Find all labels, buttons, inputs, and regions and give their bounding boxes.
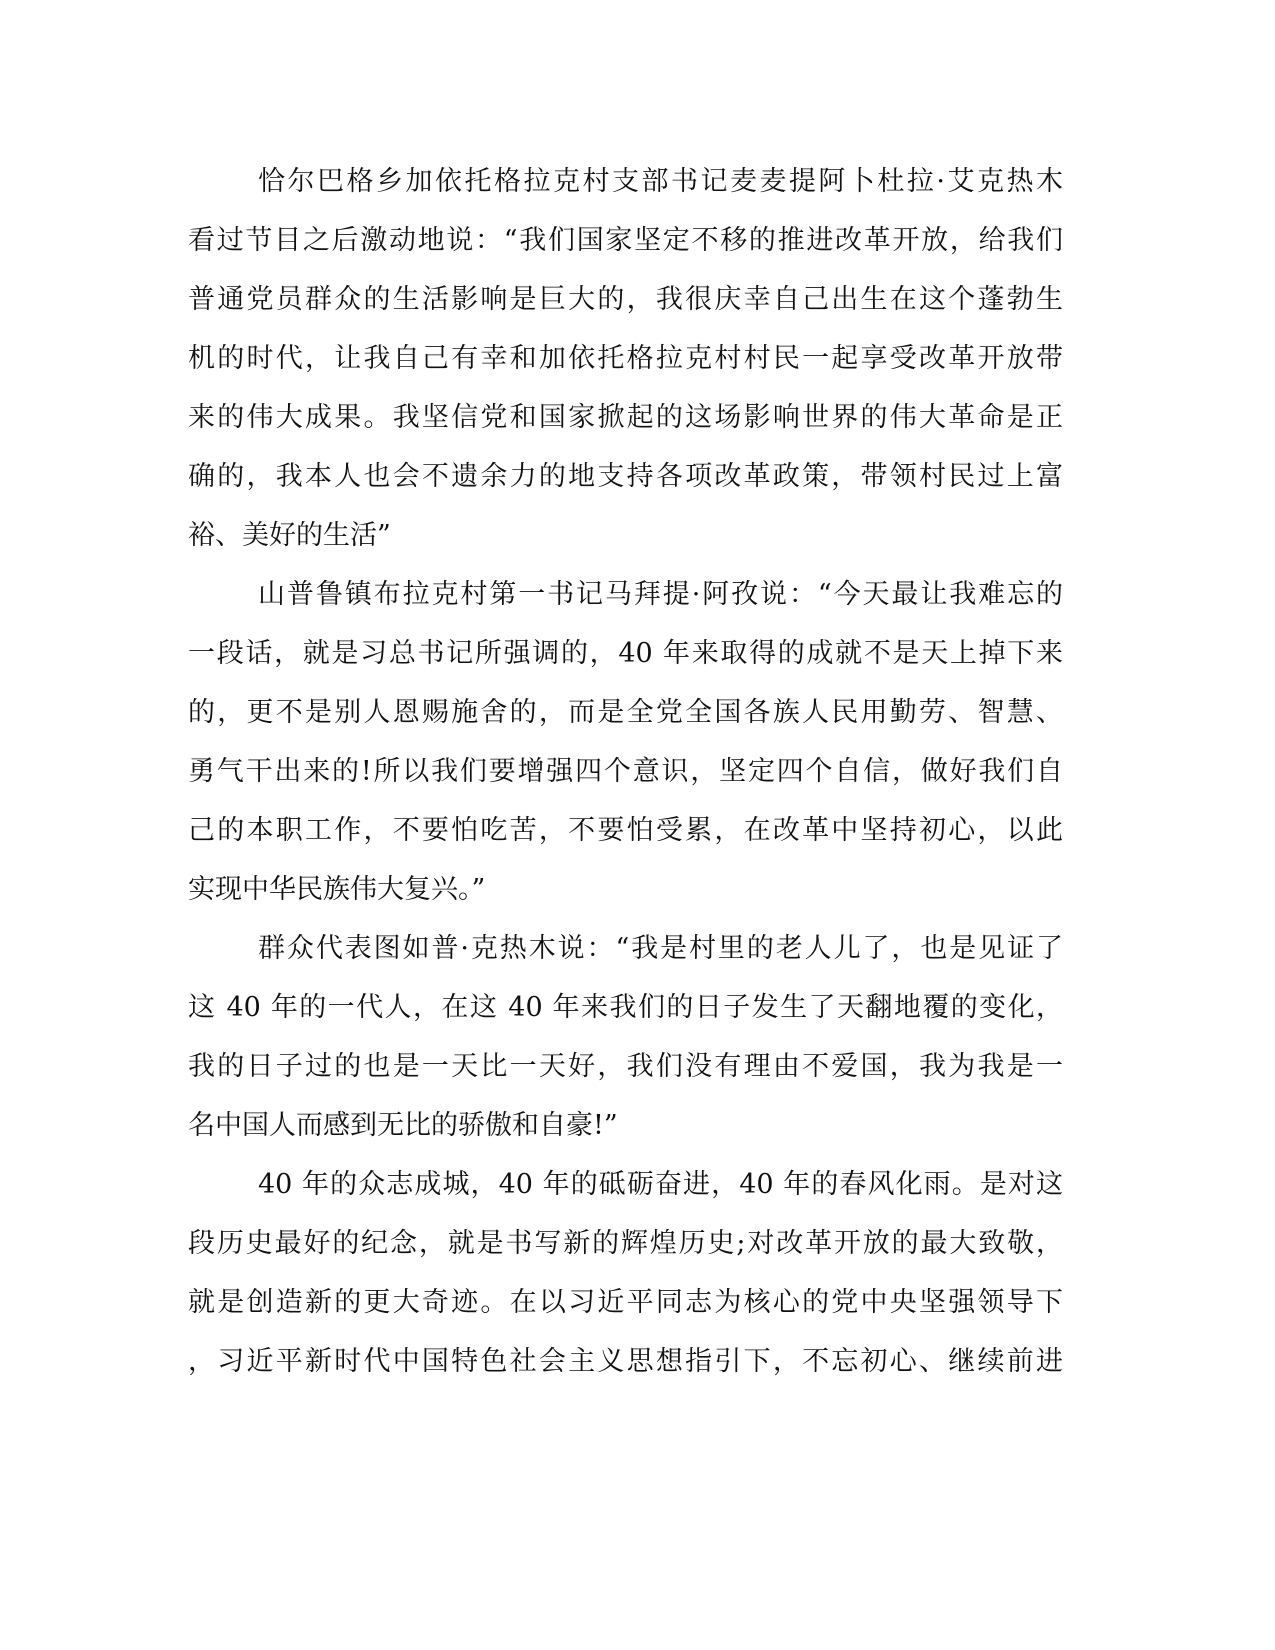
paragraph-2-line-4: 勇气干出来的!所以我们要增强四个意识，坚定四个自信，做好我们自 [188,756,1063,787]
paragraph-3-line-4: 名中国人而感到无比的骄傲和自豪!” [188,1110,618,1141]
paragraph-2-line-6: 实现中华民族伟大复兴。” [188,874,486,905]
paragraph-4-line-3: 就是创造新的更大奇迹。在以习近平同志为核心的党中央坚强领导下 [188,1287,1063,1318]
paragraph-1-line-7: 裕、美好的生活” [188,520,391,551]
paragraph-1-line-4: 机的时代，让我自己有幸和加依托格拉克村村民一起享受改革开放带 [188,343,1063,374]
paragraph-3-line-1: 群众代表图如普·克热木说：“我是村里的老人儿了，也是见证了 [258,933,1063,964]
paragraph-1-line-5: 来的伟大成果。我坚信党和国家掀起的这场影响世界的伟大革命是正 [188,402,1063,433]
paragraph-1-line-2: 看过节目之后激动地说：“我们国家坚定不移的推进改革开放，给我们 [188,225,1063,256]
paragraph-1-line-1: 恰尔巴格乡加依托格拉克村支部书记麦麦提阿卜杜拉·艾克热木 [258,166,1063,197]
paragraph-1-line-3: 普通党员群众的生活影响是巨大的，我很庆幸自己出生在这个蓬勃生 [188,284,1063,315]
paragraph-3-line-2: 这 40 年的一代人，在这 40 年来我们的日子发生了天翻地覆的变化， [188,992,1063,1023]
paragraph-4-line-2: 段历史最好的纪念，就是书写新的辉煌历史;对改革开放的最大致敬， [188,1228,1063,1259]
paragraph-3-line-3: 我的日子过的也是一天比一天好，我们没有理由不爱国，我为我是一 [188,1051,1063,1082]
paragraph-2-line-5: 己的本职工作，不要怕吃苦，不要怕受累，在改革中坚持初心，以此 [188,815,1063,846]
paragraph-4-line-4: ，习近平新时代中国特色社会主义思想指引下，不忘初心、继续前进 [188,1346,1063,1377]
paragraph-2-line-1: 山普鲁镇布拉克村第一书记马拜提·阿孜说：“今天最让我难忘的 [258,579,1063,610]
paragraph-2-line-2: 一段话，就是习总书记所强调的，40 年来取得的成就不是天上掉下来 [188,638,1063,669]
paragraph-4-line-1: 40 年的众志成城，40 年的砥砺奋进，40 年的春风化雨。是对这 [258,1169,1063,1200]
paragraph-1-line-6: 确的，我本人也会不遗余力的地支持各项改革政策，带领村民过上富 [188,461,1063,492]
paragraph-2-line-3: 的，更不是别人恩赐施舍的，而是全党全国各族人民用勤劳、智慧、 [188,697,1063,728]
